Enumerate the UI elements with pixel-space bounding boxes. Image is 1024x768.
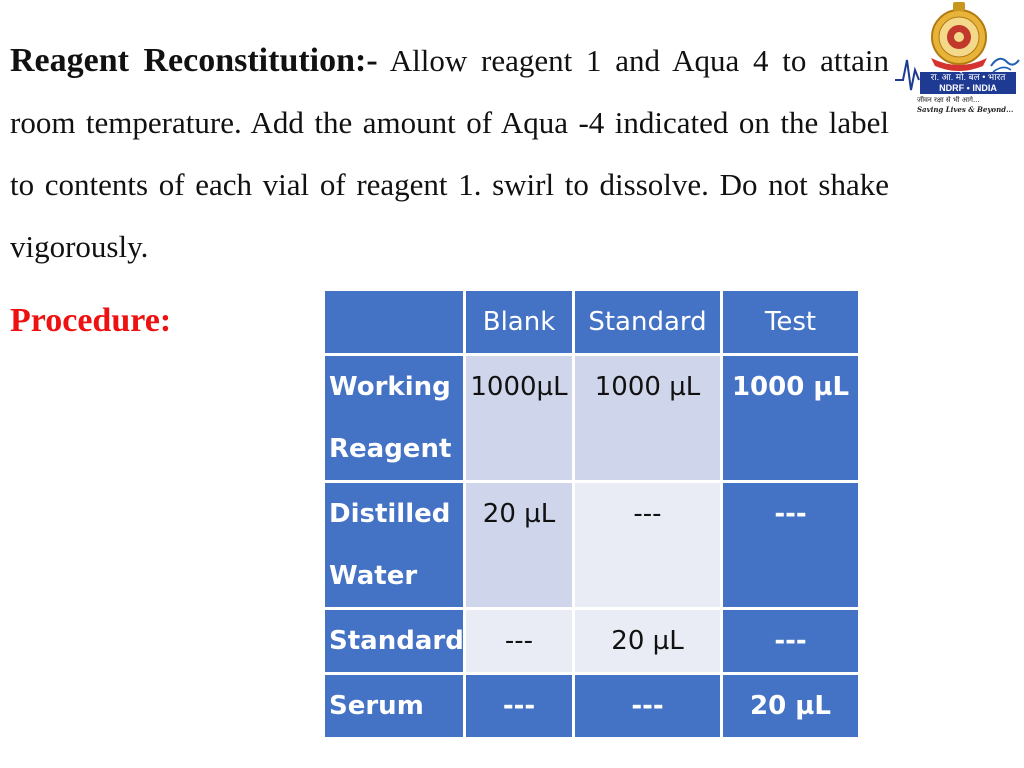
cell-distilled-water-standard: --- — [574, 482, 722, 609]
cell-serum-standard: --- — [574, 674, 722, 739]
cell-standard-blank: --- — [465, 609, 574, 674]
ndrf-logo — [893, 0, 1024, 118]
cell-working-reagent-test: 1000 µL — [722, 355, 860, 482]
logo-motto — [917, 96, 1022, 114]
procedure-label: Procedure — [10, 302, 160, 339]
header-cell-empty — [324, 290, 465, 355]
row-label-distilled-water: Distilled Water — [324, 482, 465, 609]
cell-standard-test: --- — [722, 609, 860, 674]
table-row — [324, 355, 860, 482]
motto-hindi: जीवन रक्षा से भी आगे... — [917, 96, 980, 104]
header-cell-test: Test — [722, 290, 860, 355]
cell-serum-test: 20 µL — [722, 674, 860, 739]
reconstitution-body: Allow reagent 1 and Aqua 4 to attain room temperature. Add the amount of Aqua -4 indicated on the label to contents of each vial of reagent 1. swirl to dissolve. Do not shake vigorously. — [10, 43, 889, 264]
cell-working-reagent-standard: 1000 µL — [574, 355, 722, 482]
cell-serum-blank: --- — [465, 674, 574, 739]
procedure-colon: : — [159, 302, 172, 339]
motto-english: Saving Lives & Beyond... — [917, 105, 1014, 114]
reconstitution-heading: Reagent Reconstitution:- — [10, 42, 378, 79]
table-header-row — [324, 290, 860, 355]
logo-band — [920, 72, 1016, 94]
table-row — [324, 674, 860, 739]
header-cell-standard: Standard — [574, 290, 722, 355]
table-row — [324, 609, 860, 674]
logo-ndrf-text: NDRF • INDIA — [939, 83, 997, 93]
cell-distilled-water-test: --- — [722, 482, 860, 609]
reconstitution-paragraph — [10, 30, 889, 278]
table-row — [324, 482, 860, 609]
cell-working-reagent-blank: 1000µL — [465, 355, 574, 482]
cell-distilled-water-blank: 20 µL — [465, 482, 574, 609]
header-cell-blank: Blank — [465, 290, 574, 355]
logo-hindi-text: रा. आ. मो. बल • भारत — [930, 72, 1006, 82]
procedure-table — [322, 288, 861, 740]
procedure-heading — [10, 302, 171, 340]
cell-standard-standard: 20 µL — [574, 609, 722, 674]
row-label-standard: Standard — [324, 609, 465, 674]
row-label-serum: Serum — [324, 674, 465, 739]
row-label-working-reagent: Working Reagent — [324, 355, 465, 482]
